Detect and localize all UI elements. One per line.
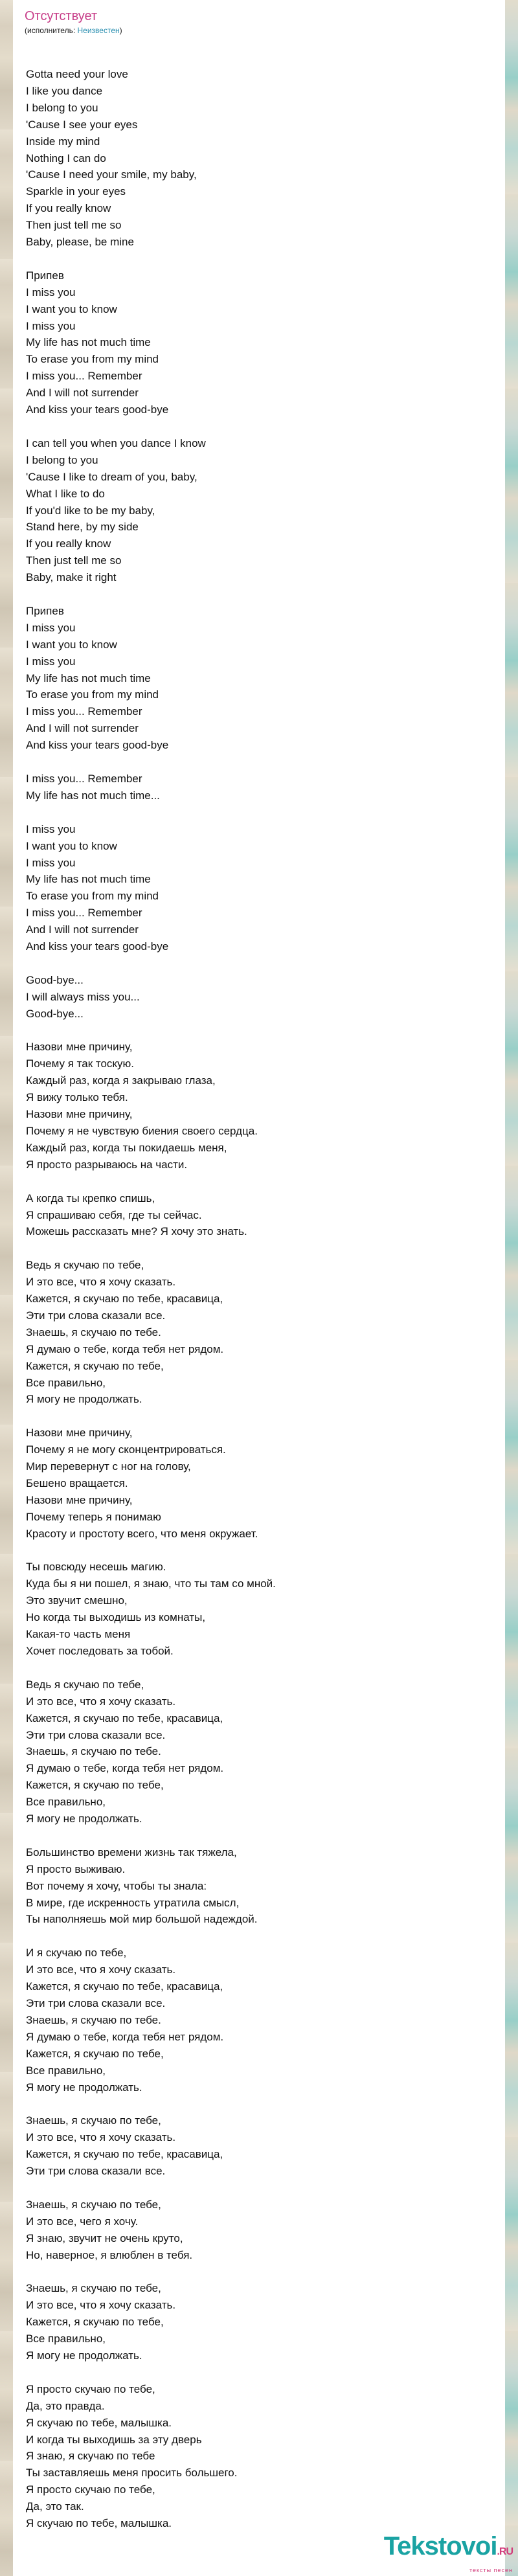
lyrics-line: Почему теперь я понимаю bbox=[26, 1510, 161, 1523]
lyrics-line: Ты повсюду несешь магию. bbox=[26, 1561, 166, 1574]
lyrics-line: Знаешь, я скучаю по тебе. bbox=[26, 1326, 161, 1339]
lyrics-line: Почему я не чувствую биения своего сердца. bbox=[26, 1124, 258, 1137]
lyrics-text bbox=[26, 66, 276, 2532]
lyrics-line: И это все, что я хочу сказать. bbox=[26, 1276, 176, 1289]
lyrics-line: И это все, чего я хочу. bbox=[26, 2215, 139, 2228]
lyrics-line: Кажется, я скучаю по тебе, красавица, bbox=[26, 1980, 223, 1993]
lyrics-line: Почему я не могу сконцентрироваться. bbox=[26, 1443, 226, 1456]
lyrics-line: Куда бы я ни пошел, я знаю, что ты там со мной. bbox=[26, 1577, 276, 1590]
lyrics-line: 'Cause I need your smile, my baby, bbox=[26, 168, 197, 181]
song-title: Отсутствует bbox=[25, 9, 98, 23]
lyrics-line: Знаешь, я скучаю по тебе. bbox=[26, 1745, 161, 1758]
lyrics-line: And I will not surrender bbox=[26, 722, 139, 735]
lyrics-line: И это все, что я хочу сказать. bbox=[26, 2299, 176, 2312]
lyrics-line: Кажется, я скучаю по тебе, красавица, bbox=[26, 1293, 223, 1305]
lyrics-line: Кажется, я скучаю по тебе, bbox=[26, 1359, 164, 1372]
lyrics-line: И это все, что я хочу сказать. bbox=[26, 1963, 176, 1976]
lyrics-line: И когда ты выходишь за эту дверь bbox=[26, 2433, 202, 2446]
lyrics-line: Назови мне причину, bbox=[26, 1108, 133, 1121]
lyrics-line: 'Cause I see your eyes bbox=[26, 118, 138, 131]
lyrics-line: I miss you bbox=[26, 286, 76, 299]
lyrics-line: Хочет последовать за тобой. bbox=[26, 1645, 174, 1658]
lyrics-line: Then just tell me so bbox=[26, 219, 122, 232]
lyrics-line: Все правильно, bbox=[26, 2333, 106, 2345]
lyrics-line: И это все, что я хочу сказать. bbox=[26, 1695, 176, 1708]
lyrics-line: И это все, что я хочу сказать. bbox=[26, 2131, 176, 2144]
lyrics-line: Я просто разрываюсь на части. bbox=[26, 1158, 188, 1171]
lyrics-line: Я могу не продолжать. bbox=[26, 2081, 142, 2094]
logo-tld: .RU bbox=[497, 2546, 513, 2557]
lyrics-line: I belong to you bbox=[26, 101, 98, 114]
lyrics-line: Да, это правда. bbox=[26, 2399, 105, 2412]
lyrics-line: Ведь я скучаю по тебе, bbox=[26, 1678, 144, 1691]
lyrics-line: Я просто скучаю по тебе, bbox=[26, 2382, 155, 2395]
lyrics-line: А когда ты крепко спишь, bbox=[26, 1192, 155, 1204]
lyrics-line: 'Cause I like to dream of you, baby, bbox=[26, 470, 197, 483]
logo-subtitle: тексты песен bbox=[469, 2567, 513, 2573]
lyrics-line: И я скучаю по тебе, bbox=[26, 1947, 127, 1960]
lyrics-line: To erase you from my mind bbox=[26, 353, 159, 366]
lyrics-line: Я могу не продолжать. bbox=[26, 2349, 142, 2362]
artist-suffix: ) bbox=[119, 26, 122, 35]
lyrics-blank-line bbox=[26, 251, 276, 267]
lyrics-line: And kiss your tears good-bye bbox=[26, 403, 169, 416]
lyrics-line: Каждый раз, когда ты покидаешь меня, bbox=[26, 1141, 227, 1154]
lyrics-line: Я просто выживаю. bbox=[26, 1862, 126, 1875]
site-logo[interactable] bbox=[377, 2532, 513, 2571]
lyrics-line: I will always miss you... bbox=[26, 990, 140, 1003]
lyrics-line: Я могу не продолжать. bbox=[26, 1393, 142, 1406]
lyrics-line: My life has not much time bbox=[26, 672, 151, 684]
lyrics-blank-line bbox=[26, 955, 276, 972]
lyrics-blank-line bbox=[26, 1408, 276, 1425]
lyrics-line: I like you dance bbox=[26, 84, 103, 97]
lyrics-line: I miss you bbox=[26, 856, 76, 869]
lyrics-line: Бешено вращается. bbox=[26, 1476, 128, 1489]
lyrics-line: I miss you... Remember bbox=[26, 370, 142, 383]
lyrics-line: I want you to know bbox=[26, 302, 117, 315]
lyrics-line: Я просто скучаю по тебе, bbox=[26, 2483, 155, 2496]
lyrics-line: Припев bbox=[26, 269, 64, 282]
lyrics-line: Да, это так. bbox=[26, 2500, 84, 2513]
lyrics-line: Я думаю о тебе, когда тебя нет рядом. bbox=[26, 1762, 224, 1775]
lyrics-line: Stand here, by my side bbox=[26, 521, 139, 534]
left-background-strip bbox=[0, 0, 13, 2576]
lyrics-line: I miss you bbox=[26, 621, 76, 634]
lyrics-line: Можешь рассказать мне? Я хочу это знать. bbox=[26, 1225, 247, 1238]
lyrics-line: And I will not surrender bbox=[26, 387, 139, 400]
lyrics-line: My life has not much time bbox=[26, 873, 151, 886]
lyrics-line: Большинство времени жизнь так тяжела, bbox=[26, 1846, 237, 1859]
lyrics-line: My life has not much time bbox=[26, 336, 151, 349]
lyrics-line: What I like to do bbox=[26, 487, 105, 500]
lyrics-line: Baby, please, be mine bbox=[26, 236, 134, 249]
lyrics-blank-line bbox=[26, 2180, 276, 2197]
lyrics-line: I miss you bbox=[26, 822, 76, 835]
lyrics-line: To erase you from my mind bbox=[26, 688, 159, 701]
lyrics-line: Кажется, я скучаю по тебе, bbox=[26, 2047, 164, 2060]
lyrics-blank-line bbox=[26, 418, 276, 435]
lyrics-line: Знаешь, я скучаю по тебе, bbox=[26, 2282, 161, 2295]
lyrics-line: If you'd like to be my baby, bbox=[26, 504, 155, 517]
artist-prefix: (исполнитель: bbox=[25, 26, 78, 35]
lyrics-blank-line bbox=[26, 754, 276, 771]
lyrics-line: My life has not much time... bbox=[26, 789, 160, 802]
lyrics-line: Кажется, я скучаю по тебе, bbox=[26, 1779, 164, 1792]
lyrics-line: Почему я так тоскую. bbox=[26, 1057, 135, 1070]
lyrics-line: I miss you... Remember bbox=[26, 907, 142, 920]
lyrics-line: I miss you bbox=[26, 319, 76, 332]
lyrics-line: I want you to know bbox=[26, 638, 117, 651]
lyrics-line: Назови мне причину, bbox=[26, 1427, 133, 1440]
lyrics-line: В мире, где искренность утратила смысл, bbox=[26, 1896, 240, 1909]
lyrics-blank-line bbox=[26, 1827, 276, 1844]
lyrics-blank-line bbox=[26, 1542, 276, 1559]
lyrics-line: Припев bbox=[26, 604, 64, 617]
lyrics-line: Я скучаю по тебе, малышка. bbox=[26, 2517, 172, 2530]
lyrics-line: Красоту и простоту всего, что меня окружает. bbox=[26, 1527, 258, 1540]
lyrics-line: Кажется, я скучаю по тебе, красавица, bbox=[26, 2148, 223, 2161]
lyrics-line: Я вижу только тебя. bbox=[26, 1091, 128, 1104]
artist-line bbox=[25, 25, 493, 36]
lyrics-blank-line bbox=[26, 1173, 276, 1190]
lyrics-line: I miss you... Remember bbox=[26, 773, 142, 785]
lyrics-line: Кажется, я скучаю по тебе, bbox=[26, 2316, 164, 2329]
lyrics-line: Какая-то часть меня bbox=[26, 1628, 131, 1641]
lyrics-line: Все правильно, bbox=[26, 1796, 106, 1809]
lyrics-blank-line bbox=[26, 1240, 276, 1257]
lyrics-blank-line bbox=[26, 804, 276, 821]
lyrics-line: If you really know bbox=[26, 202, 111, 215]
lyrics-line: Я знаю, я скучаю по тебе bbox=[26, 2450, 155, 2463]
lyrics-line: Знаешь, я скучаю по тебе, bbox=[26, 2198, 161, 2211]
lyrics-line: Baby, make it right bbox=[26, 571, 117, 584]
lyrics-line: Вот почему я хочу, чтобы ты знала: bbox=[26, 1879, 207, 1892]
lyrics-line: Ты наполняешь мой мир большой надеждой. bbox=[26, 1913, 258, 1926]
lyrics-line: Назови мне причину, bbox=[26, 1493, 133, 1506]
lyrics-line: Nothing I can do bbox=[26, 152, 106, 164]
lyrics-line: And I will not surrender bbox=[26, 923, 139, 936]
lyrics-page bbox=[13, 0, 505, 2576]
lyrics-line: Sparkle in your eyes bbox=[26, 185, 126, 198]
lyrics-line: Эти три слова сказали все. bbox=[26, 1309, 166, 1322]
lyrics-line: Знаешь, я скучаю по тебе. bbox=[26, 2013, 161, 2026]
lyrics-line: Эти три слова сказали все. bbox=[26, 1997, 166, 2009]
lyrics-line: Я знаю, звучит не очень круто, bbox=[26, 2231, 183, 2244]
lyrics-line: Ведь я скучаю по тебе, bbox=[26, 1259, 144, 1272]
lyrics-line: Я спрашиваю себя, где ты сейчас. bbox=[26, 1208, 202, 1221]
song-header bbox=[13, 0, 505, 36]
logo-wordmark bbox=[377, 2532, 513, 2566]
lyrics-line: Good-bye... bbox=[26, 973, 84, 986]
lyrics-blank-line bbox=[26, 1660, 276, 1677]
lyrics-blank-line bbox=[26, 586, 276, 603]
lyrics-line: Но когда ты выходишь из комнаты, bbox=[26, 1611, 206, 1624]
lyrics-blank-line bbox=[26, 1928, 276, 1945]
lyrics-line: Кажется, я скучаю по тебе, красавица, bbox=[26, 1712, 223, 1724]
lyrics-blank-line bbox=[26, 2263, 276, 2280]
lyrics-line: And kiss your tears good-bye bbox=[26, 940, 169, 953]
lyrics-line: If you really know bbox=[26, 537, 111, 550]
lyrics-line: Каждый раз, когда я закрываю глаза, bbox=[26, 1074, 216, 1087]
lyrics-line: I belong to you bbox=[26, 453, 98, 466]
lyrics-line: I miss you... Remember bbox=[26, 705, 142, 718]
lyrics-line: Then just tell me so bbox=[26, 554, 122, 567]
lyrics-line: Назови мне причину, bbox=[26, 1041, 133, 1054]
lyrics-line: Я думаю о тебе, когда тебя нет рядом. bbox=[26, 2030, 224, 2043]
lyrics-line: Эти три слова сказали все. bbox=[26, 1728, 166, 1741]
artist-link[interactable]: Неизвестен bbox=[77, 26, 120, 35]
right-background-strip bbox=[505, 0, 518, 2576]
lyrics-line: Я думаю о тебе, когда тебя нет рядом. bbox=[26, 1342, 224, 1355]
lyrics-line: Я скучаю по тебе, малышка. bbox=[26, 2416, 172, 2429]
lyrics-line: Мир перевернут с ног на голову, bbox=[26, 1460, 191, 1473]
lyrics-blank-line bbox=[26, 2096, 276, 2112]
lyrics-line: Inside my mind bbox=[26, 135, 100, 148]
lyrics-line: Эти три слова сказали все. bbox=[26, 2165, 166, 2178]
lyrics-line: Все правильно, bbox=[26, 1376, 106, 1389]
lyrics-line: Все правильно, bbox=[26, 2064, 106, 2077]
lyrics-line: Я могу не продолжать. bbox=[26, 1813, 142, 1825]
logo-name: Tekstovoi bbox=[383, 2532, 497, 2560]
lyrics-line: Gotta need your love bbox=[26, 68, 128, 80]
lyrics-line: I can tell you when you dance I know bbox=[26, 436, 206, 449]
lyrics-line: I want you to know bbox=[26, 839, 117, 852]
lyrics-line: Знаешь, я скучаю по тебе, bbox=[26, 2114, 161, 2127]
lyrics-line: I miss you bbox=[26, 655, 76, 668]
lyrics-line: To erase you from my mind bbox=[26, 890, 159, 903]
lyrics-line: And kiss your tears good-bye bbox=[26, 739, 169, 752]
lyrics-blank-line bbox=[26, 1022, 276, 1039]
lyrics-line: Ты заставляешь меня просить большего. bbox=[26, 2467, 238, 2480]
lyrics-blank-line bbox=[26, 2364, 276, 2381]
lyrics-line: Это звучит смешно, bbox=[26, 1594, 128, 1607]
lyrics-line: Good-bye... bbox=[26, 1007, 84, 1020]
lyrics-line: Но, наверное, я влюблен в тебя. bbox=[26, 2248, 193, 2261]
